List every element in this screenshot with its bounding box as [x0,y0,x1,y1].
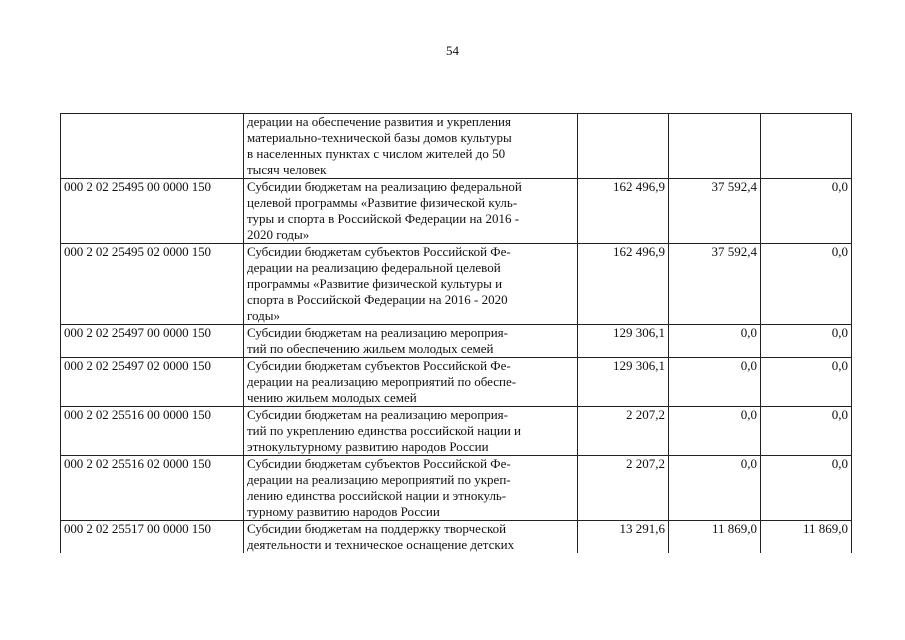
table-row [61,358,852,407]
amount-year-3-cell: 0,0 [761,325,852,358]
amount-year-2-cell: 37 592,4 [669,179,761,244]
description-line: Субсидии бюджетам субъектов Российской Фе- [247,244,511,259]
budget-code-cell: 000 2 02 25516 02 0000 150 [61,456,244,521]
budget-code-cell [61,114,244,179]
amount-year-1-cell: 129 306,1 [578,325,669,358]
budget-code-cell: 000 2 02 25495 02 0000 150 [61,244,244,325]
table-row [61,456,852,521]
table-row [61,407,852,456]
amount-year-3-cell: 0,0 [761,179,852,244]
description-line: туры и спорта в Российской Федерации на 2016 - [247,211,520,226]
description-line: чению жильем молодых семей [247,390,417,405]
description-line: Субсидии бюджетам на реализацию мероприя- [247,325,508,340]
amount-year-1-cell: 162 496,9 [578,244,669,325]
amount-year-2-cell: 0,0 [669,456,761,521]
description-cell [244,456,578,521]
description-line: дерации на обеспечение развития и укрепления [247,114,511,129]
description-line: этнокультурному развитию народов России [247,439,489,454]
description-line: в населенных пунктах с числом жителей до 50 [247,146,506,161]
budget-code-cell: 000 2 02 25495 00 0000 150 [61,179,244,244]
description-cell [244,179,578,244]
description-line: дерации на реализацию мероприятий по обеспе- [247,374,517,389]
amount-year-2-cell: 0,0 [669,407,761,456]
description-cell [244,325,578,358]
amount-year-1-cell: 13 291,6 [578,521,669,554]
table-row [61,114,852,179]
description-line: спорта в Российской Федерации на 2016 - 2020 [247,292,508,307]
table-row [61,521,852,554]
amount-year-2-cell [669,114,761,179]
budget-code-cell: 000 2 02 25516 00 0000 150 [61,407,244,456]
page-number: 54 [446,43,459,58]
amount-year-1-cell [578,114,669,179]
description-line: дерации на реализацию федеральной целевой [247,260,501,275]
description-cell [244,244,578,325]
description-line: 2020 годы» [247,227,310,242]
description-cell [244,521,578,554]
description-line: годы» [247,308,280,323]
budget-table [60,113,852,553]
description-line: Субсидии бюджетам субъектов Российской Фе- [247,358,511,373]
table-row [61,244,852,325]
amount-year-1-cell: 129 306,1 [578,358,669,407]
amount-year-3-cell: 0,0 [761,244,852,325]
description-line: Субсидии бюджетам на реализацию мероприя- [247,407,508,422]
amount-year-3-cell [761,114,852,179]
description-line: турному развитию народов России [247,504,440,519]
amount-year-3-cell: 0,0 [761,456,852,521]
amount-year-2-cell: 0,0 [669,358,761,407]
description-line: программы «Развитие физической культуры и [247,276,503,291]
table-row [61,179,852,244]
amount-year-2-cell: 37 592,4 [669,244,761,325]
amount-year-3-cell: 0,0 [761,358,852,407]
description-line: Субсидии бюджетам на реализацию федеральной [247,179,522,194]
description-cell [244,358,578,407]
description-line: лению единства российской нации и этнокуль- [247,488,507,503]
description-cell [244,114,578,179]
description-line: тий по обеспечению жильем молодых семей [247,341,494,356]
description-line: материально-технической базы домов культуры [247,130,512,145]
amount-year-3-cell: 0,0 [761,407,852,456]
amount-year-1-cell: 162 496,9 [578,179,669,244]
description-line: Субсидии бюджетам субъектов Российской Фе- [247,456,511,471]
description-line: целевой программы «Развитие физической куль- [247,195,518,210]
amount-year-2-cell: 0,0 [669,325,761,358]
amount-year-2-cell: 11 869,0 [669,521,761,554]
table-row [61,325,852,358]
amount-year-3-cell: 11 869,0 [761,521,852,554]
description-line: тысяч человек [247,162,327,177]
budget-code-cell: 000 2 02 25497 00 0000 150 [61,325,244,358]
description-line: тий по укреплению единства российской нации и [247,423,522,438]
budget-code-cell: 000 2 02 25517 00 0000 150 [61,521,244,554]
amount-year-1-cell: 2 207,2 [578,456,669,521]
description-line: деятельности и техническое оснащение детских [247,537,515,552]
budget-code-cell: 000 2 02 25497 02 0000 150 [61,358,244,407]
description-cell [244,407,578,456]
table-body [61,114,852,554]
description-line: дерации на реализацию мероприятий по укреп- [247,472,511,487]
description-line: Субсидии бюджетам на поддержку творческой [247,521,507,536]
amount-year-1-cell: 2 207,2 [578,407,669,456]
